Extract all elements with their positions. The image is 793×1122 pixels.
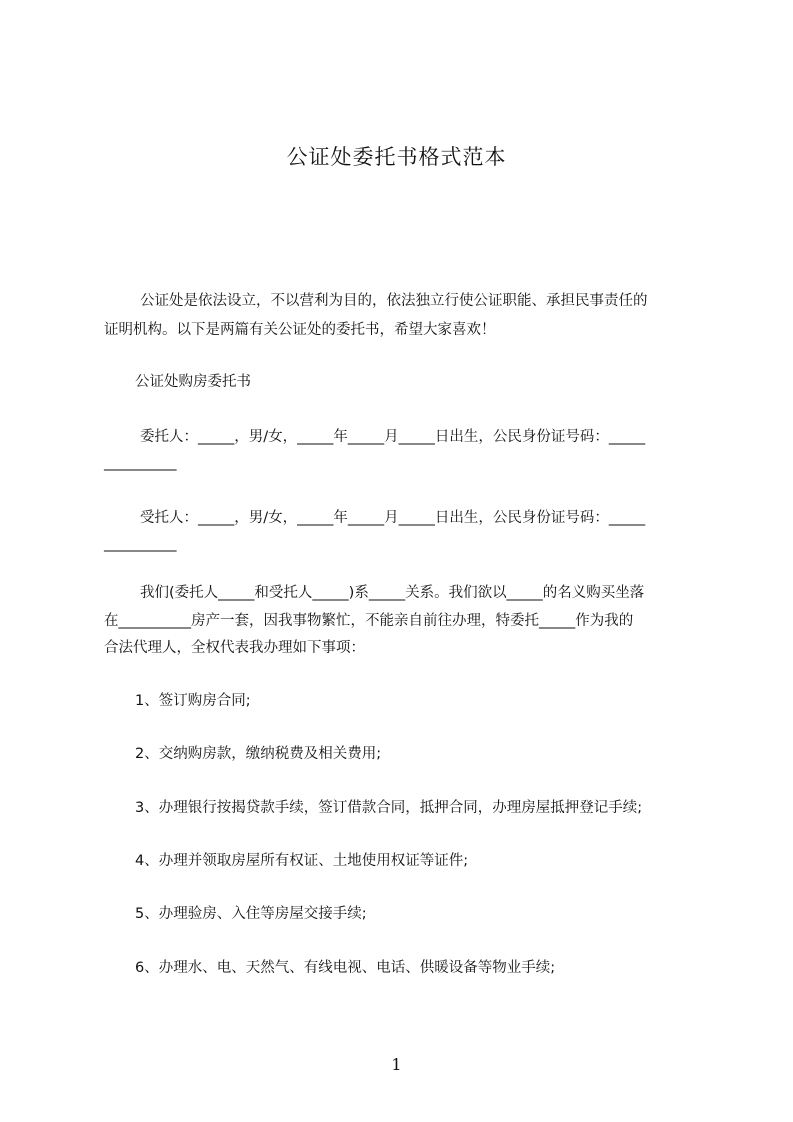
list-item: 1、签订购房合同;	[135, 693, 251, 709]
list-item: 6、办理水、电、天然气、有线电视、电话、供暖设备等物业手续;	[135, 960, 556, 976]
list-item: 4、办理并领取房屋所有权证、土地使用权证等证件;	[135, 853, 469, 869]
statement-line-1: 我们(委托人_____和受托人_____)系_____关系。我们欲以_____的名义购买坐落	[140, 585, 645, 601]
agent-line-2: __________	[104, 536, 177, 552]
list-item: 3、办理银行按揭贷款手续，签订借款合同，抵押合同，办理房屋抵押登记手续;	[135, 800, 643, 816]
list-item: 2、交纳购房款，缴纳税费及相关费用;	[135, 746, 382, 762]
section-heading: 公证处购房委托书	[135, 374, 251, 390]
intro-line-1: 公证处是依法设立，不以营利为目的，依法独立行使公证职能、承担民事责任的	[140, 293, 648, 309]
principal-line-1: 委托人：_____，男/女，_____年_____月_____日出生，公民身份证号码：_____	[140, 429, 646, 445]
statement-line-2: 在__________房产一套，因我事物繁忙，不能亲自前往办理，特委托_____作为我的	[104, 613, 634, 629]
list-item: 5、办理验房、入住等房屋交接手续;	[135, 906, 367, 922]
statement-line-3: 合法代理人，全权代表我办理如下事项：	[104, 640, 365, 656]
intro-line-2: 证明机构。以下是两篇有关公证处的委托书，希望大家喜欢！	[104, 322, 496, 338]
agent-line-1: 受托人：_____，男/女，_____年_____月_____日出生，公民身份证号码：_____	[140, 510, 646, 526]
document-title: 公证处委托书格式范本	[286, 145, 507, 169]
principal-line-2: __________	[104, 455, 177, 471]
page-number: 1	[391, 1055, 402, 1074]
